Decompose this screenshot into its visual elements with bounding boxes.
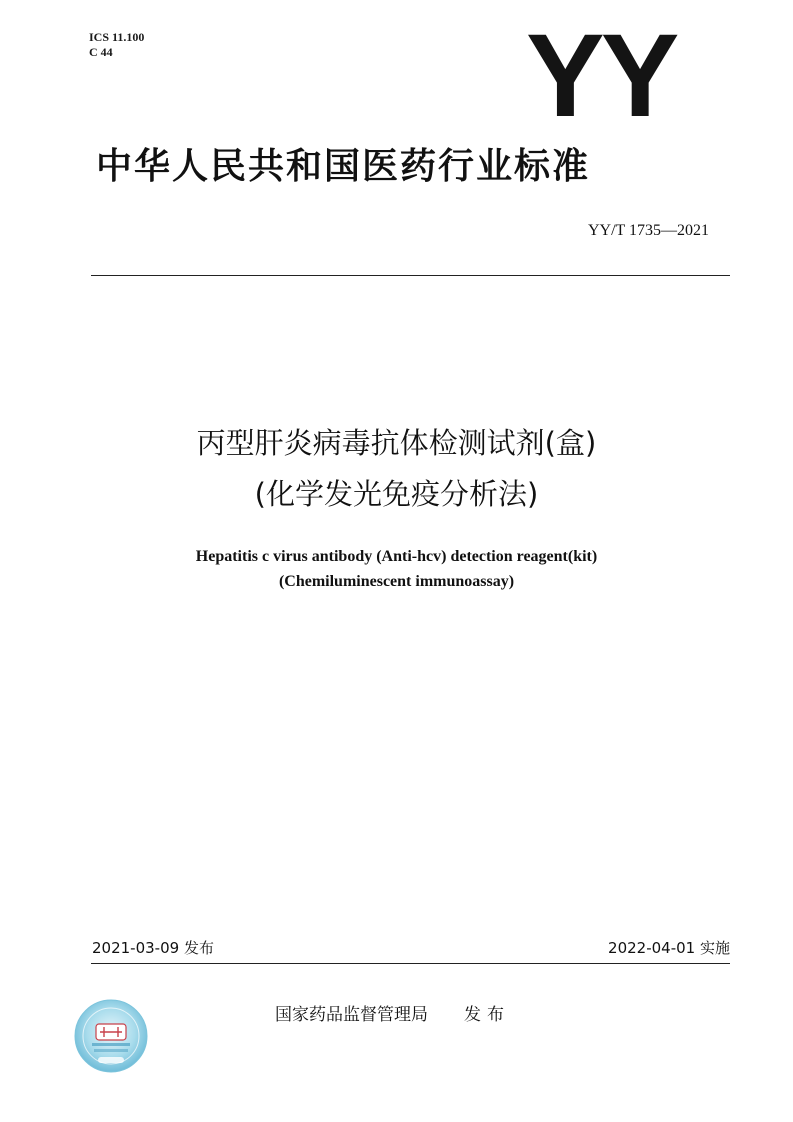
publisher xyxy=(275,1003,510,1027)
standard-number: YY/T 1735—2021 xyxy=(587,222,709,239)
anti-counterfeit-seal-icon xyxy=(74,999,148,1073)
ics-classification xyxy=(89,30,144,60)
english-title-line-1: Hepatitis c virus antibody (Anti-hcv) detection reagent(kit) xyxy=(195,548,598,565)
chinese-title-line-2: (化学发光免疫分析法) xyxy=(254,477,539,511)
english-title-line-2: (Chemiluminescent immunoassay) xyxy=(278,573,515,590)
yy-logo: YY xyxy=(526,10,676,142)
ccs-code: C 44 xyxy=(89,45,113,59)
issue-date: 2021-03-09 发布 xyxy=(92,939,214,957)
publisher-issued-label: 发布 xyxy=(464,1005,510,1025)
ics-code: ICS 11.100 xyxy=(89,30,145,44)
footer-divider xyxy=(91,963,730,964)
seal-graphic xyxy=(74,999,148,1073)
publisher-name: 国家药品监督管理局 xyxy=(275,1005,428,1025)
implementation-date: 2022-04-01 实施 xyxy=(608,939,730,957)
header-divider xyxy=(91,275,730,276)
standard-category-title: 中华人民共和国医药行业标准 xyxy=(96,146,591,187)
chinese-title-line-1: 丙型肝炎病毒抗体检测试剂(盒) xyxy=(196,426,597,460)
